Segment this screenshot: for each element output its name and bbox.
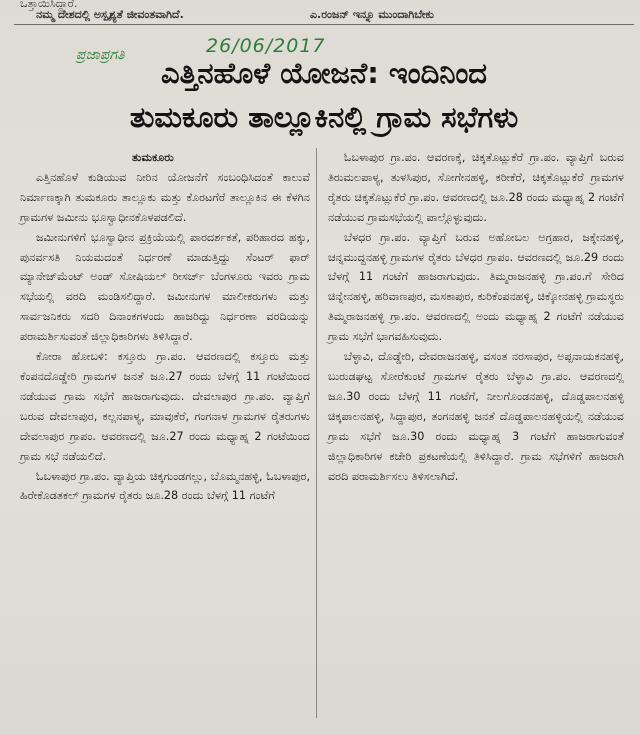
previous-article-line: ಒತ್ತಾಯಿಸಿದ್ದಾರೆ. xyxy=(20,0,78,10)
article-paragraph: ಓಬಳಾಪುರ ಗ್ರಾ.ಪಂ. ವ್ಯಾಪ್ತಿಯ ಚಿಕ್ಕಗುಂಡಗಲ್ಲು, ಬೊಮ್ಮನಹಳ್ಳಿ, ಓಬಳಾಪುರ, ಹಿರೇಕೊಡತಕಲ್ ಗ್ರಾಮಗಳ ರೈತರು ಜೂ.28 ರಂದು ಬೆಳಗ್ಗೆ 11 ಗಂಟೆಗೆ xyxy=(20,469,310,503)
article-paragraph: ಬೆಳಧರ ಗ್ರಾ.ಪಂ. ವ್ಯಾಪ್ತಿಗೆ ಬರುವ ಅಹೋಬಲ ಅಗ್ರಹಾರ, ಜಕ್ಕೇನಹಳ್ಳಿ, ಚನ್ನಮುದ್ದನಹಳ್ಳಿ ಗ್ರಾಮಗಳ ರೈತರು ಬೆಳಧರ ಗ್ರಾಪಂ. ಆವರಣದಲ್ಲಿ ಜೂ.29 ರಂದು ಬೆಳಗ್ಗೆ 11 ಗಂಟೆಗೆ ಹಾಜರಾಗುವುದು. ತಿಮ್ಮರಾಜನಹಳ್ಳಿ ಗ್ರಾ.ಪಂ.ಗೆ ಸೇರಿದ ಚಿನ್ನೇನಹಳ್ಳಿ, ಹರಿವಾಣಪುರ, ಮಸಕಾಪುರ, ಕುರಿಕೆಂಪನಹಳ್ಳಿ, ಚಿಕ್ಕೋನಹಳ್ಳಿ ಗ್ರಾಮಸ್ಥರು ತಿಮ್ಮರಾಜನಹಳ್ಳಿ ಗ್ರಾ.ಪಂ. ಆವರಣದಲ್ಲಿ ಅಂದು ಮಧ್ಯಾಹ್ನ 2 ಗಂಟೆಗೆ ನಡೆಯುವ ಗ್ರಾಮ ಸಭೆಗೆ ಭಾಗವಹಿಸುವುದು. xyxy=(328,230,624,344)
previous-article-headline-left: ನಮ್ಮ ದೇಶದಲ್ಲಿ ಅಸ್ಪೃಶ್ಯತೆ ಜೀವಂತವಾಗಿದೆ. xyxy=(36,8,184,21)
previous-article-strip xyxy=(0,0,640,22)
dateline: ತುಮಕೂರು xyxy=(132,151,174,164)
previous-article-headline-right: ಎ.ರಂಜನ್ ಇನ್ನೂ ಮುಂದಾಗಿಬೇಕು xyxy=(310,8,434,21)
article-paragraph: ಜಮೀನುಗಳಿಗೆ ಭೂಸ್ವಾಧೀನ ಪ್ರಕ್ರಿಯೆಯಲ್ಲಿ ಪಾರದರ್ಶಕತೆ, ಪರಿಹಾರದ ಹಕ್ಕು, ಪುನರ್ವಸತಿ ನಿಯಮದಂತೆ ನಿರ್ಧರಣೆ ಮಾಡುತ್ತಿದ್ದು ಸೆಂಟರ್ ಫಾರ್ ಮ್ಯಾನೇಜ್‌ಮೆಂಟ್ ಅಂಡ್ ಸೋಷಿಯಲ್ ರೀಸರ್ಚ್ ಬೆಂಗಳೂರು ಇವರು ಗ್ರಾಮ ಸಭೆಯಲ್ಲಿ ವರದಿ ಮಂಡಿಸಲಿದ್ದಾರೆ. ಜಮೀನುಗಳ ಮಾಲೀಕರುಗಳು ಮತ್ತು ಸಾರ್ವಜನಿಕರು ಸದರಿ ದಿನಾಂಕಗಳಂದು ಹಾಜರಿದ್ದು ನಿರ್ಧರಣಾ ವರದಿಯನ್ನು ಪರಾಮರ್ಶಿಸುವಂತೆ ಜಿಲ್ಲಾಧಿಕಾರಿಗಳು ತಿಳಿಸಿದ್ದಾರೆ. xyxy=(20,230,310,344)
headline-line-1: ಎತ್ತಿನಹೊಳೆ ಯೋಜನೆ: ಇಂದಿನಿಂದ xyxy=(160,56,488,90)
article-paragraph: ಕೋರಾ ಹೋಬಳಿ: ಕಸ್ತೂರು ಗ್ರಾ.ಪಂ. ಆವರಣದಲ್ಲಿ ಕಸ್ತೂರು ಮತ್ತು ಕೆಂಪನದೊಡ್ಡೇರಿ ಗ್ರಾಮಗಳ ಜನತೆ ಜೂ.27 ರಂದು ಬೆಳಗ್ಗೆ 11 ಗಂಟೆಯಿಂದ ನಡೆಯುವ ಗ್ರಾಮ ಸಭೆಗೆ ಹಾಜರಾಗುವುದು. ದೇವಲಾಪುರ ಗ್ರಾ.ಪಂ. ವ್ಯಾಪ್ತಿಗೆ ಬರುವ ದೇವಲಾಪುರ, ಕಲ್ಲನಪಾಳ್ಯ, ಮಾವುಕೆರೆ, ಗಂಗನಾಳ ಗ್ರಾಮಗಳ ರೈತರುಗಳು ದೇವಲಾಪುರ ಗ್ರಾಪಂ. ಆವರಣದಲ್ಲಿ ಜೂ.27 ರಂದು ಮಧ್ಯಾಹ್ನ 2 ಗಂಟೆಯಿಂದ ಗ್ರಾಮ ಸಭೆ ನಡೆಯಲಿದೆ. xyxy=(20,350,310,463)
article-column-right xyxy=(328,148,624,486)
headline-line-2: ತುಮಕೂರು ತಾಲ್ಲೂಕಿನಲ್ಲಿ ಗ್ರಾಮ ಸಭೆಗಳು xyxy=(129,100,519,134)
handwritten-date: 26/06/2017 xyxy=(206,35,326,57)
column-divider xyxy=(316,148,317,718)
article-paragraph: ಬೆಳ್ಳಾವಿ, ದೊಡ್ಡೇರಿ, ದೇವರಾಜನಹಳ್ಳಿ, ವಸಂತ ನರಸಾಪುರ, ಅಪ್ಪನಾಯಕನಹಳ್ಳಿ, ಬುರುಡಘಟ್ಟ ಸೋರೆಕುಂಟೆ ಗ್ರಾಮಗಳ ರೈತರು ಬೆಳ್ಳಾವಿ ಗ್ರಾ.ಪಂ. ಆವರಣದಲ್ಲಿ ಜೂ.30 ರಂದು ಬೆಳಗ್ಗೆ 11 ಗಂಟೆಗೆ, ನೀಲಗೊಂಡನಹಳ್ಳಿ, ದೊಡ್ಡಪಾಲನಹಳ್ಳಿ ಚಿಕ್ಕಪಾಲನಹಳ್ಳಿ, ಸಿದ್ದಾಪುರ, ತಂಗನಹಳ್ಳಿ ಜನತೆ ದೊಡ್ಡಪಾಲನಹಳ್ಳಿಯಲ್ಲಿ ನಡೆಯುವ ಗ್ರಾಮ ಸಭೆಗೆ ಜೂ.30 ರಂದು ಮಧ್ಯಾಹ್ನ 3 ಗಂಟೆಗೆ ಹಾಜರಾಗುವಂತೆ ಜಿಲ್ಲಾಧಿಕಾರಿಗಳ ಕಚೇರಿ ಪ್ರಕಟಣೆಯಲ್ಲಿ ತಿಳಿಸಿದ್ದಾರೆ. ಗ್ರಾಮ ಸಭೆಗಳಿಗೆ ಹಾಜರಾಗಿ ವರದಿ ಪರಾಮರ್ಶಿಸಲು ತಿಳಿಸಲಾಗಿದೆ. xyxy=(328,350,624,483)
top-divider xyxy=(14,24,634,25)
article-paragraph: ಎತ್ತಿನಹೊಳೆ ಕುಡಿಯುವ ನೀರಿನ ಯೋಜನೆಗೆ ಸಂಬಂಧಿಸಿದಂತೆ ಕಾಲುವೆ ನಿರ್ಮಾಣಕ್ಕಾಗಿ ತುಮಕೂರು ತಾಲ್ಲೂಕು ಮತ್ತು ಕೊರಟಗೆರೆ ತಾಲ್ಲೂಕಿನ ಈ ಕೆಳಗಿನ ಗ್ರಾಮಗಳ ಜಮೀನು ಭೂಸ್ವಾಧೀನಕೊಳಪಡಲಿದೆ. xyxy=(20,170,310,224)
handwritten-source: ಪ್ರಜಾಪ್ರಗತಿ xyxy=(76,47,125,63)
article-column-left xyxy=(20,148,310,506)
article-paragraph: ಓಬಳಾಪುರ ಗ್ರಾ.ಪಂ. ಆವರಣಕ್ಕೆ, ಚಿಕ್ಕತೊಟ್ಲುಕೆರೆ ಗ್ರಾ.ಪಂ. ವ್ಯಾಪ್ತಿಗೆ ಬರುವ ತಿರುಮಲಪಾಳ್ಯ, ತುಳಸಿಪುರ, ಸೋಗೇನಹಳ್ಳಿ, ಕರೀಕೆರೆ, ಚಿಕ್ಕತೊಟ್ಲುಕೆರೆ ಗ್ರಾಮಗಳ ರೈತರು ಚಿಕ್ಕತೊಟ್ಲುಕೆರೆ ಗ್ರಾ.ಪಂ. ಆವರಣದಲ್ಲಿ ಜೂ.28 ರಂದು ಮಧ್ಯಾಹ್ನ 2 ಗಂಟೆಗೆ ನಡೆಯುವ ಗ್ರಾಮಸಭೆಯಲ್ಲಿ ಪಾಲ್ಗೊಳ್ಳುವುದು. xyxy=(328,151,624,224)
